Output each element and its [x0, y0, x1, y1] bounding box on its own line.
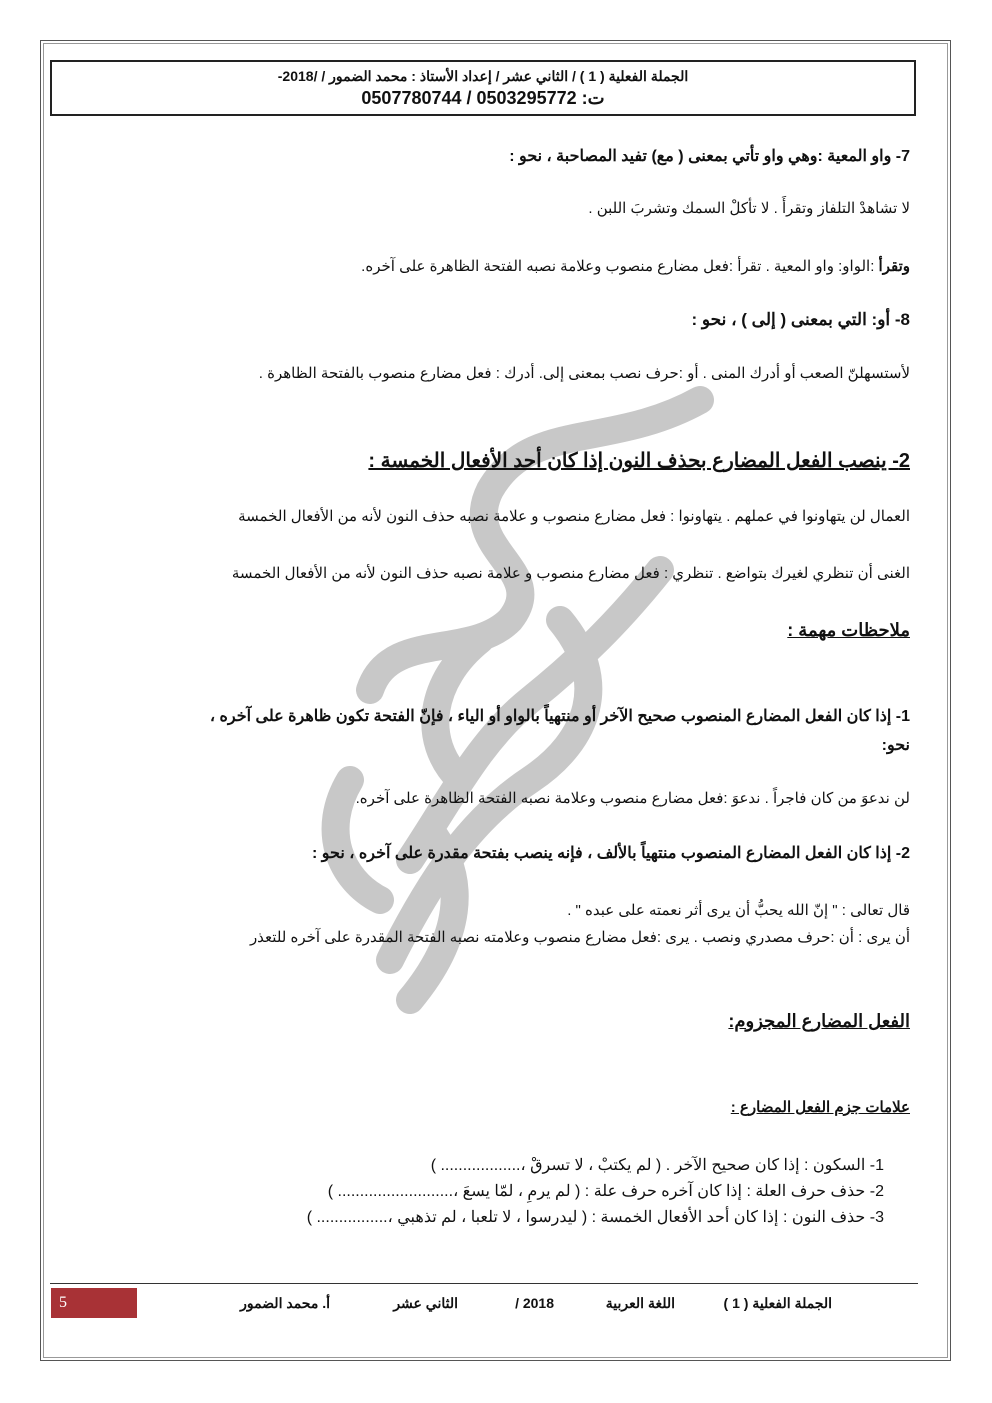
footer-rule [50, 1283, 918, 1284]
phone-numbers: 0507780744 / 0503295772 [361, 88, 577, 108]
footer-year: 2018 / [515, 1295, 554, 1311]
note2: 2- إذا كان الفعل المضارع المنصوب منتهياً بالألف ، فإنه ينصب بفتحة مقدرة على آخره ، نحو : [311, 845, 910, 862]
section7-title: 7- واو المعية :وهي واو تأتي بمعنى ( مع) تفيد المصاحبة ، نحو : [509, 148, 910, 165]
note1-line1: 1- إذا كان الفعل المضارع المنصوب صحيح الآخر أو منتهياً بالواو أو الياء ، فإنّ الفتحة تكون ظاهرة على آخره ، [209, 708, 910, 725]
footer-subject: اللغة العربية [605, 1295, 675, 1311]
footer-author: أ. محمد الضمور [240, 1295, 330, 1311]
section-nun-example-1: العمال لن يتهاونوا في عملهم . يتهاونوا : فعل مضارع منصوب و علامة نصبه حذف النون لأنه من الأفعال الخمسة [238, 508, 910, 525]
notes-title: ملاحظات مهمة : [787, 620, 910, 640]
header-box [50, 60, 916, 116]
footer-page-number: 5 [51, 1288, 137, 1318]
header-phones [52, 88, 914, 109]
list-item: 1- السكون : إذا كان صحيح الآخر . ( لم يكتبْ ، لا تسرقْ ،.................. ) [430, 1157, 884, 1174]
phone-prefix: ت: [581, 88, 605, 108]
section8-example: لأستسهلنّ الصعب أو أدرك المنى . أو :حرف نصب بمعنى إلى. أدرك : فعل مضارع منصوب بالفتحة الظاهرة . [258, 365, 910, 382]
footer-grade: الثاني عشر [393, 1295, 458, 1311]
list-item: 3- حذف النون : إذا كان أحد الأفعال الخمسة : ( ليدرسوا ، لا تلعبا ، لم تذهبي ،................ ) [306, 1209, 884, 1226]
majzoom-signs-title: علامات جزم الفعل المضارع : [730, 1099, 910, 1116]
note2-example-2: أن يرى : أن :حرف مصدري ونصب . يرى :فعل مضارع منصوب وعلامته نصبه الفتحة المقدرة على آخره للتعذر [249, 929, 910, 946]
section-nun-example-2: الغنى أن تنظري لغيرك بتواضع . تنظري : فعل مضارع منصوب و علامة نصبه حذف النون لأنه من الأفعال الخمسة [231, 565, 910, 582]
majzoom-title: الفعل المضارع المجزوم: [728, 1011, 910, 1031]
list-item: 2- حذف حرف العلة : إذا كان آخره حرف علة : ( لم يرمِ ، لمّا يسعَ ،.......................... ) [327, 1183, 884, 1200]
section7-parse: وتقرأ :الواو: واو المعية . تقرأ :فعل مضارع منصوب وعلامة نصبه الفتحة الظاهرة على آخره. [361, 258, 910, 275]
header-title: الجملة الفعلية ( 1 ) / الثاني عشر / إعداد الأستاذ : محمد الضمور / /2018- [277, 68, 689, 84]
note1-line2: نحو: [881, 737, 910, 754]
footer-title: الجملة الفعلية ( 1 ) [723, 1295, 832, 1311]
note1-example: لن ندعوَ من كان فاجراً . ندعوَ :فعل مضارع منصوب وعلامة نصبه الفتحة الظاهرة على آخره. [355, 790, 910, 807]
section-nun-title: 2- ينصب الفعل المضارع بحذف النون إذا كان أحد الأفعال الخمسة : [368, 450, 910, 472]
section7-example: لا تشاهدْ التلفاز وتقرأَ . لا تأكلْ السمك وتشربَ اللبن . [588, 200, 910, 217]
section8-title: 8- أو: التي بمعنى ( إلى ) ، نحو : [691, 310, 910, 329]
note2-example-1: قال تعالى : " إنّ الله يحبُّ أن يرى أثر نعمته على عبده " . [567, 902, 910, 919]
